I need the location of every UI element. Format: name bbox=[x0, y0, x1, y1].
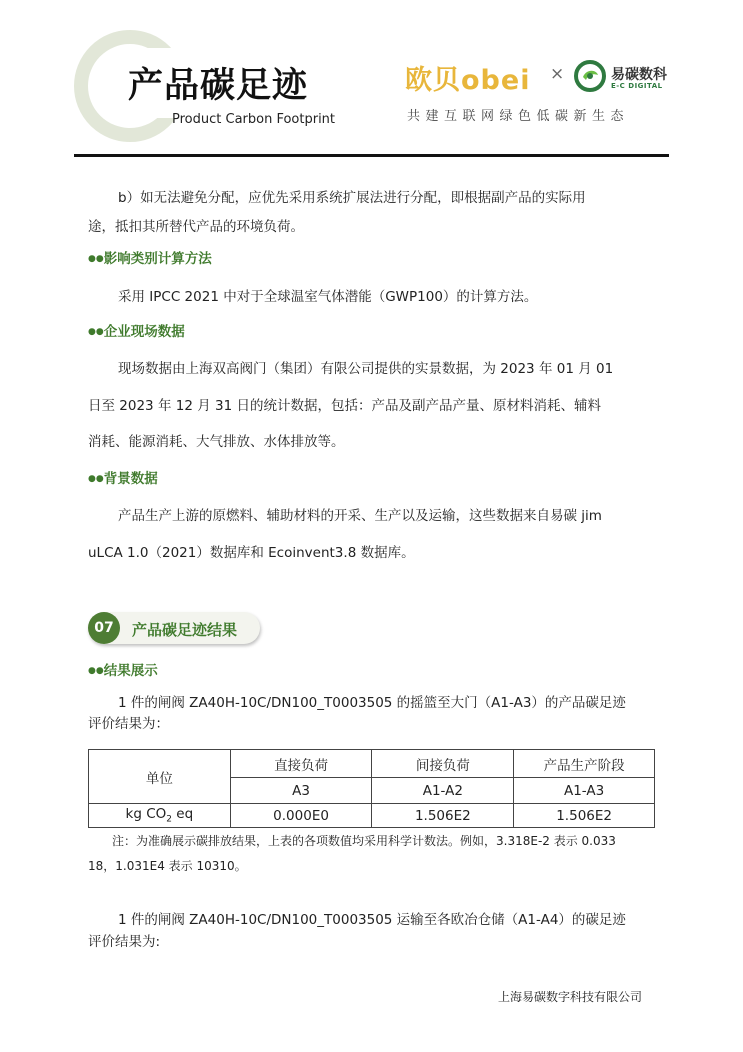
paragraph-line: 1 件的闸阀 ZA40H-10C/DN100_T0003505 的摇篮至大门（A1-A3）的产品碳足迹 bbox=[118, 695, 626, 711]
table-note: 18，1.031E4 表示 10310。 bbox=[88, 859, 247, 873]
ec-digital-logo-name: 易碳数科 bbox=[611, 67, 667, 83]
document-title: 产品碳足迹 bbox=[128, 66, 309, 106]
table-header-unit: 单位 bbox=[89, 750, 231, 804]
table-value-cell: 1.506E2 bbox=[514, 804, 655, 828]
results-table bbox=[88, 749, 655, 828]
heading-impact-method: ●●影响类别计算方法 bbox=[88, 251, 212, 267]
paragraph-line: uLCA 1.0（2021）数据库和 Ecoinvent3.8 数据库。 bbox=[88, 545, 415, 561]
paragraph-line: b）如无法避免分配，应优先采用系统扩展法进行分配，即根据副产品的实际用 bbox=[118, 190, 586, 206]
bullet-icon: ●● bbox=[88, 666, 104, 676]
heading-results-display: ●●结果展示 bbox=[88, 663, 158, 679]
table-stage-cell: A1-A2 bbox=[372, 778, 514, 804]
heading-site-data: ●●企业现场数据 bbox=[88, 324, 185, 340]
paragraph-line: 评价结果为： bbox=[88, 716, 169, 732]
table-unit-cell: kg $CO_2$ eq bbox=[89, 804, 231, 828]
table-header-cell: 直接负荷 bbox=[230, 750, 372, 778]
table-value-cell: 0.000E0 bbox=[230, 804, 372, 828]
ec-digital-logo-english: E-C DIGITAL bbox=[611, 82, 663, 90]
footer-company: 上海易碳数字科技有限公司 bbox=[498, 990, 643, 1004]
table-stage-cell: A3 bbox=[230, 778, 372, 804]
logo-separator: × bbox=[550, 64, 565, 84]
paragraph-line: 途，抵扣其所替代产品的环境负荷。 bbox=[88, 219, 304, 235]
header-divider bbox=[74, 154, 669, 157]
section-title: 产品碳足迹结果 bbox=[132, 621, 238, 639]
paragraph-line: 采用 IPCC 2021 中对于全球温室气体潜能（GWP100）的计算方法。 bbox=[118, 289, 538, 305]
bullet-icon: ●● bbox=[88, 474, 104, 484]
heading-background-data: ●●背景数据 bbox=[88, 471, 158, 487]
table-header-cell: 间接负荷 bbox=[372, 750, 514, 778]
paragraph-line: 1 件的闸阀 ZA40H-10C/DN100_T0003505 运输至各欧冶仓储（A1-A4）的碳足迹 bbox=[118, 912, 626, 928]
obei-logo: 欧贝obei bbox=[405, 65, 531, 96]
bullet-icon: ●● bbox=[88, 327, 104, 337]
table-stage-cell: A1-A3 bbox=[514, 778, 655, 804]
ec-digital-logo-icon bbox=[574, 60, 606, 92]
bullet-icon: ●● bbox=[88, 254, 104, 264]
paragraph-line: 日至 2023 年 12 月 31 日的统计数据，包括：产品及副产品产量、原材料消耗、辅料 bbox=[88, 398, 601, 414]
table-header-row bbox=[89, 750, 655, 778]
document-subtitle: Product Carbon Footprint bbox=[172, 112, 336, 127]
paragraph-line: 消耗、能源消耗、大气排放、水体排放等。 bbox=[88, 434, 345, 450]
table-row bbox=[89, 804, 655, 828]
table-header-cell: 产品生产阶段 bbox=[514, 750, 655, 778]
table-value-cell: 1.506E2 bbox=[372, 804, 514, 828]
header-slogan: 共建互联网绿色低碳新生态 bbox=[407, 109, 630, 124]
table-note: 注：为准确展示碳排放结果，上表的各项数值均采用科学计数法。例如，3.318E-2 表示 0.033 bbox=[112, 834, 616, 848]
paragraph-line: 现场数据由上海双高阀门（集团）有限公司提供的实景数据，为 2023 年 01 月 01 bbox=[118, 361, 614, 377]
paragraph-line: 产品生产上游的原燃料、辅助材料的开采、生产以及运输，这些数据来自易碳 jim bbox=[118, 508, 602, 524]
paragraph-line: 评价结果为: bbox=[88, 934, 161, 950]
section-number: 07 bbox=[88, 612, 120, 644]
